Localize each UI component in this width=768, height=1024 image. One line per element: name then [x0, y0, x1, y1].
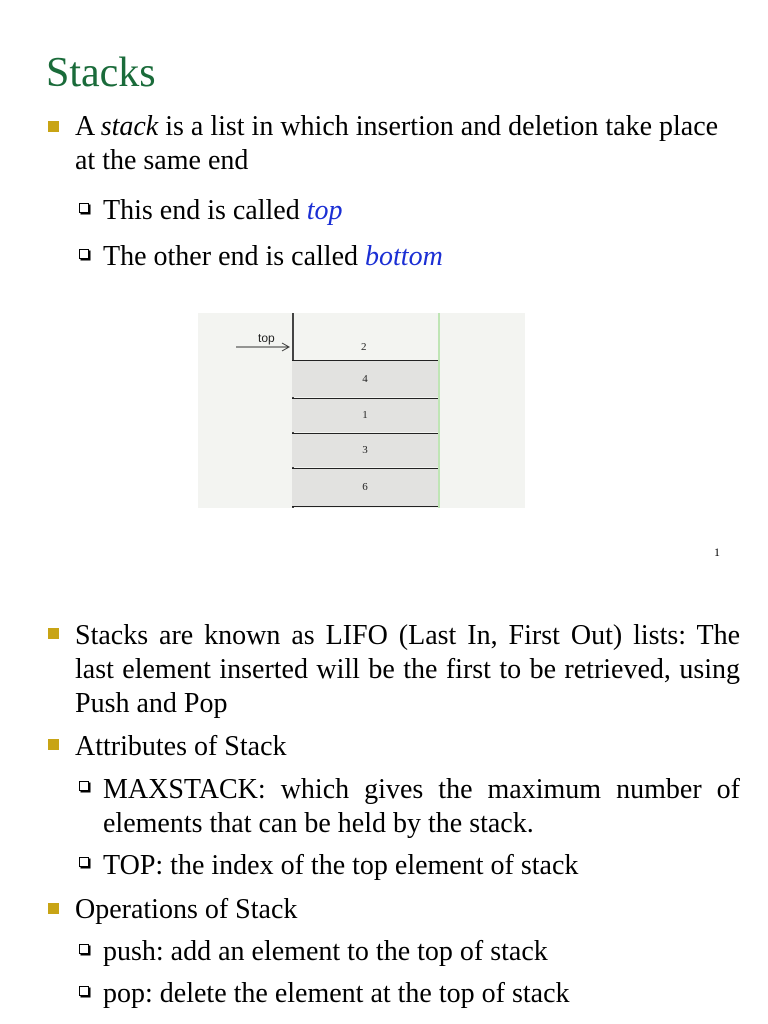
- sub-bullet-pop: pop: delete the element at the top of stack: [103, 978, 570, 1009]
- bullet-square-icon: [48, 903, 59, 914]
- sub-bullet-top: [103, 194, 343, 228]
- sub-bullet-box-icon: [79, 944, 89, 954]
- term-top: top: [306, 195, 343, 226]
- top-arrow-icon: [236, 341, 294, 353]
- bullet-square-icon: [48, 121, 59, 132]
- text-definition: is a list in which insertion and deletion take place at the same end: [75, 111, 719, 176]
- sub-bullet-push: push: add an element to the top of stack: [103, 936, 548, 967]
- bullet-lifo: Stacks are known as LIFO (Last In, First Out) lists: The last element inserted will be the first to be retrieved, using Push and Pop: [75, 620, 740, 719]
- stack-top-value: 2: [361, 341, 367, 353]
- stack-right-wall: [438, 313, 440, 508]
- bullet-square-icon: [48, 739, 59, 750]
- text-bottom-prefix: The other end is called: [103, 241, 366, 272]
- sub-bullet-bottom: [103, 240, 443, 274]
- sub-bullet-top-index: TOP: the index of the top element of stack: [103, 850, 579, 881]
- sub-bullet-box-icon: [79, 781, 89, 791]
- text-top-prefix: This end is called: [103, 195, 307, 226]
- bullet-operations: Operations of Stack: [75, 894, 298, 925]
- text-a: A: [75, 111, 101, 142]
- sub-bullet-maxstack: MAXSTACK: which gives the maximum number of elements that can be held by the stack.: [103, 774, 740, 839]
- bullet-stack-definition: [75, 110, 735, 178]
- stack-cell: 1: [292, 398, 438, 432]
- sub-bullet-box-icon: [79, 857, 89, 867]
- top-pointer-label: top: [258, 331, 275, 345]
- bullet-square-icon: [48, 628, 59, 639]
- sub-bullet-box-icon: [79, 986, 89, 996]
- stack-cell: 6: [292, 468, 438, 507]
- sub-bullet-box-icon: [79, 249, 89, 259]
- stack-cell: 4: [292, 360, 438, 397]
- bullet-attributes: Attributes of Stack: [75, 731, 287, 762]
- page-number: 1: [714, 545, 720, 559]
- stack-diagram: [198, 313, 525, 508]
- term-bottom: bottom: [365, 241, 443, 272]
- slide-title: Stacks: [46, 50, 156, 96]
- stack-cell: 3: [292, 433, 438, 467]
- term-stack: stack: [100, 111, 159, 142]
- sub-bullet-box-icon: [79, 203, 89, 213]
